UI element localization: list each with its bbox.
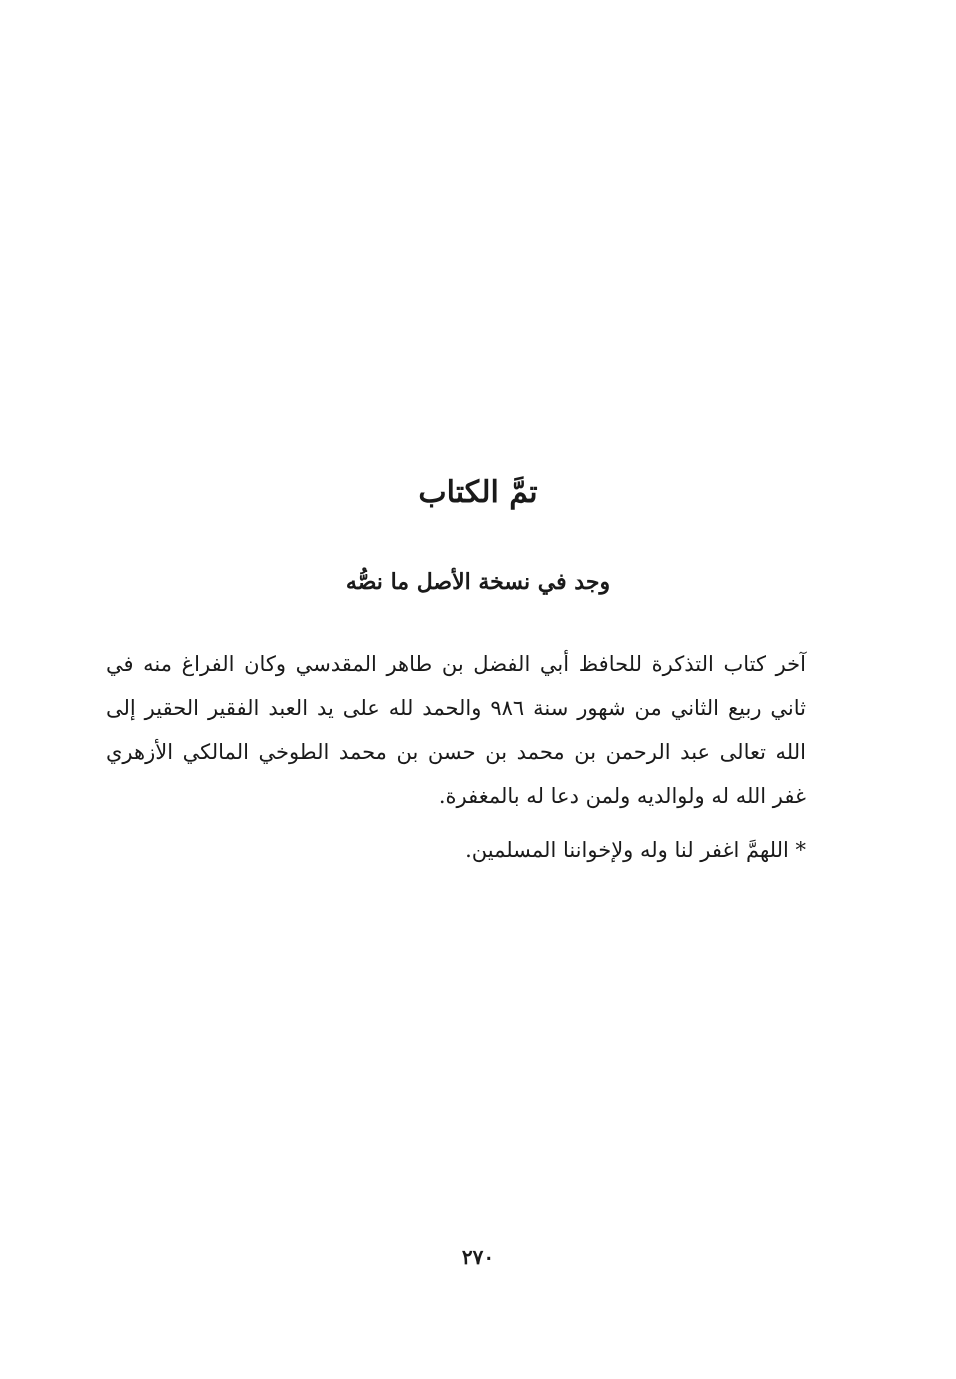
page-subtitle: وجد في نسخة الأصل ما نصُّه	[345, 569, 611, 595]
colophon-paragraph: آخر كتاب التذكرة للحافظ أبي الفضل بن طاهر المقدسي وكان الفراغ منه في ثاني ربيع الثاني من شهور سنة ٩٨٦ والحمد لله على يد العبد الفقير الحقير إلى الله تعالى عبد الرحمن بن محمد بن حسن بن محمد الطوخي المالكي الأزهري غفر الله له ولوالديه ولمن دعا له بالمغفرة.	[106, 652, 806, 808]
page-number: ٢٧٠	[461, 1245, 495, 1269]
page-title: تمَّ الكتاب	[418, 475, 538, 510]
prayer-line: * اللهمَّ اغفر لنا وله ولإخواننا المسلمين.	[465, 838, 806, 862]
